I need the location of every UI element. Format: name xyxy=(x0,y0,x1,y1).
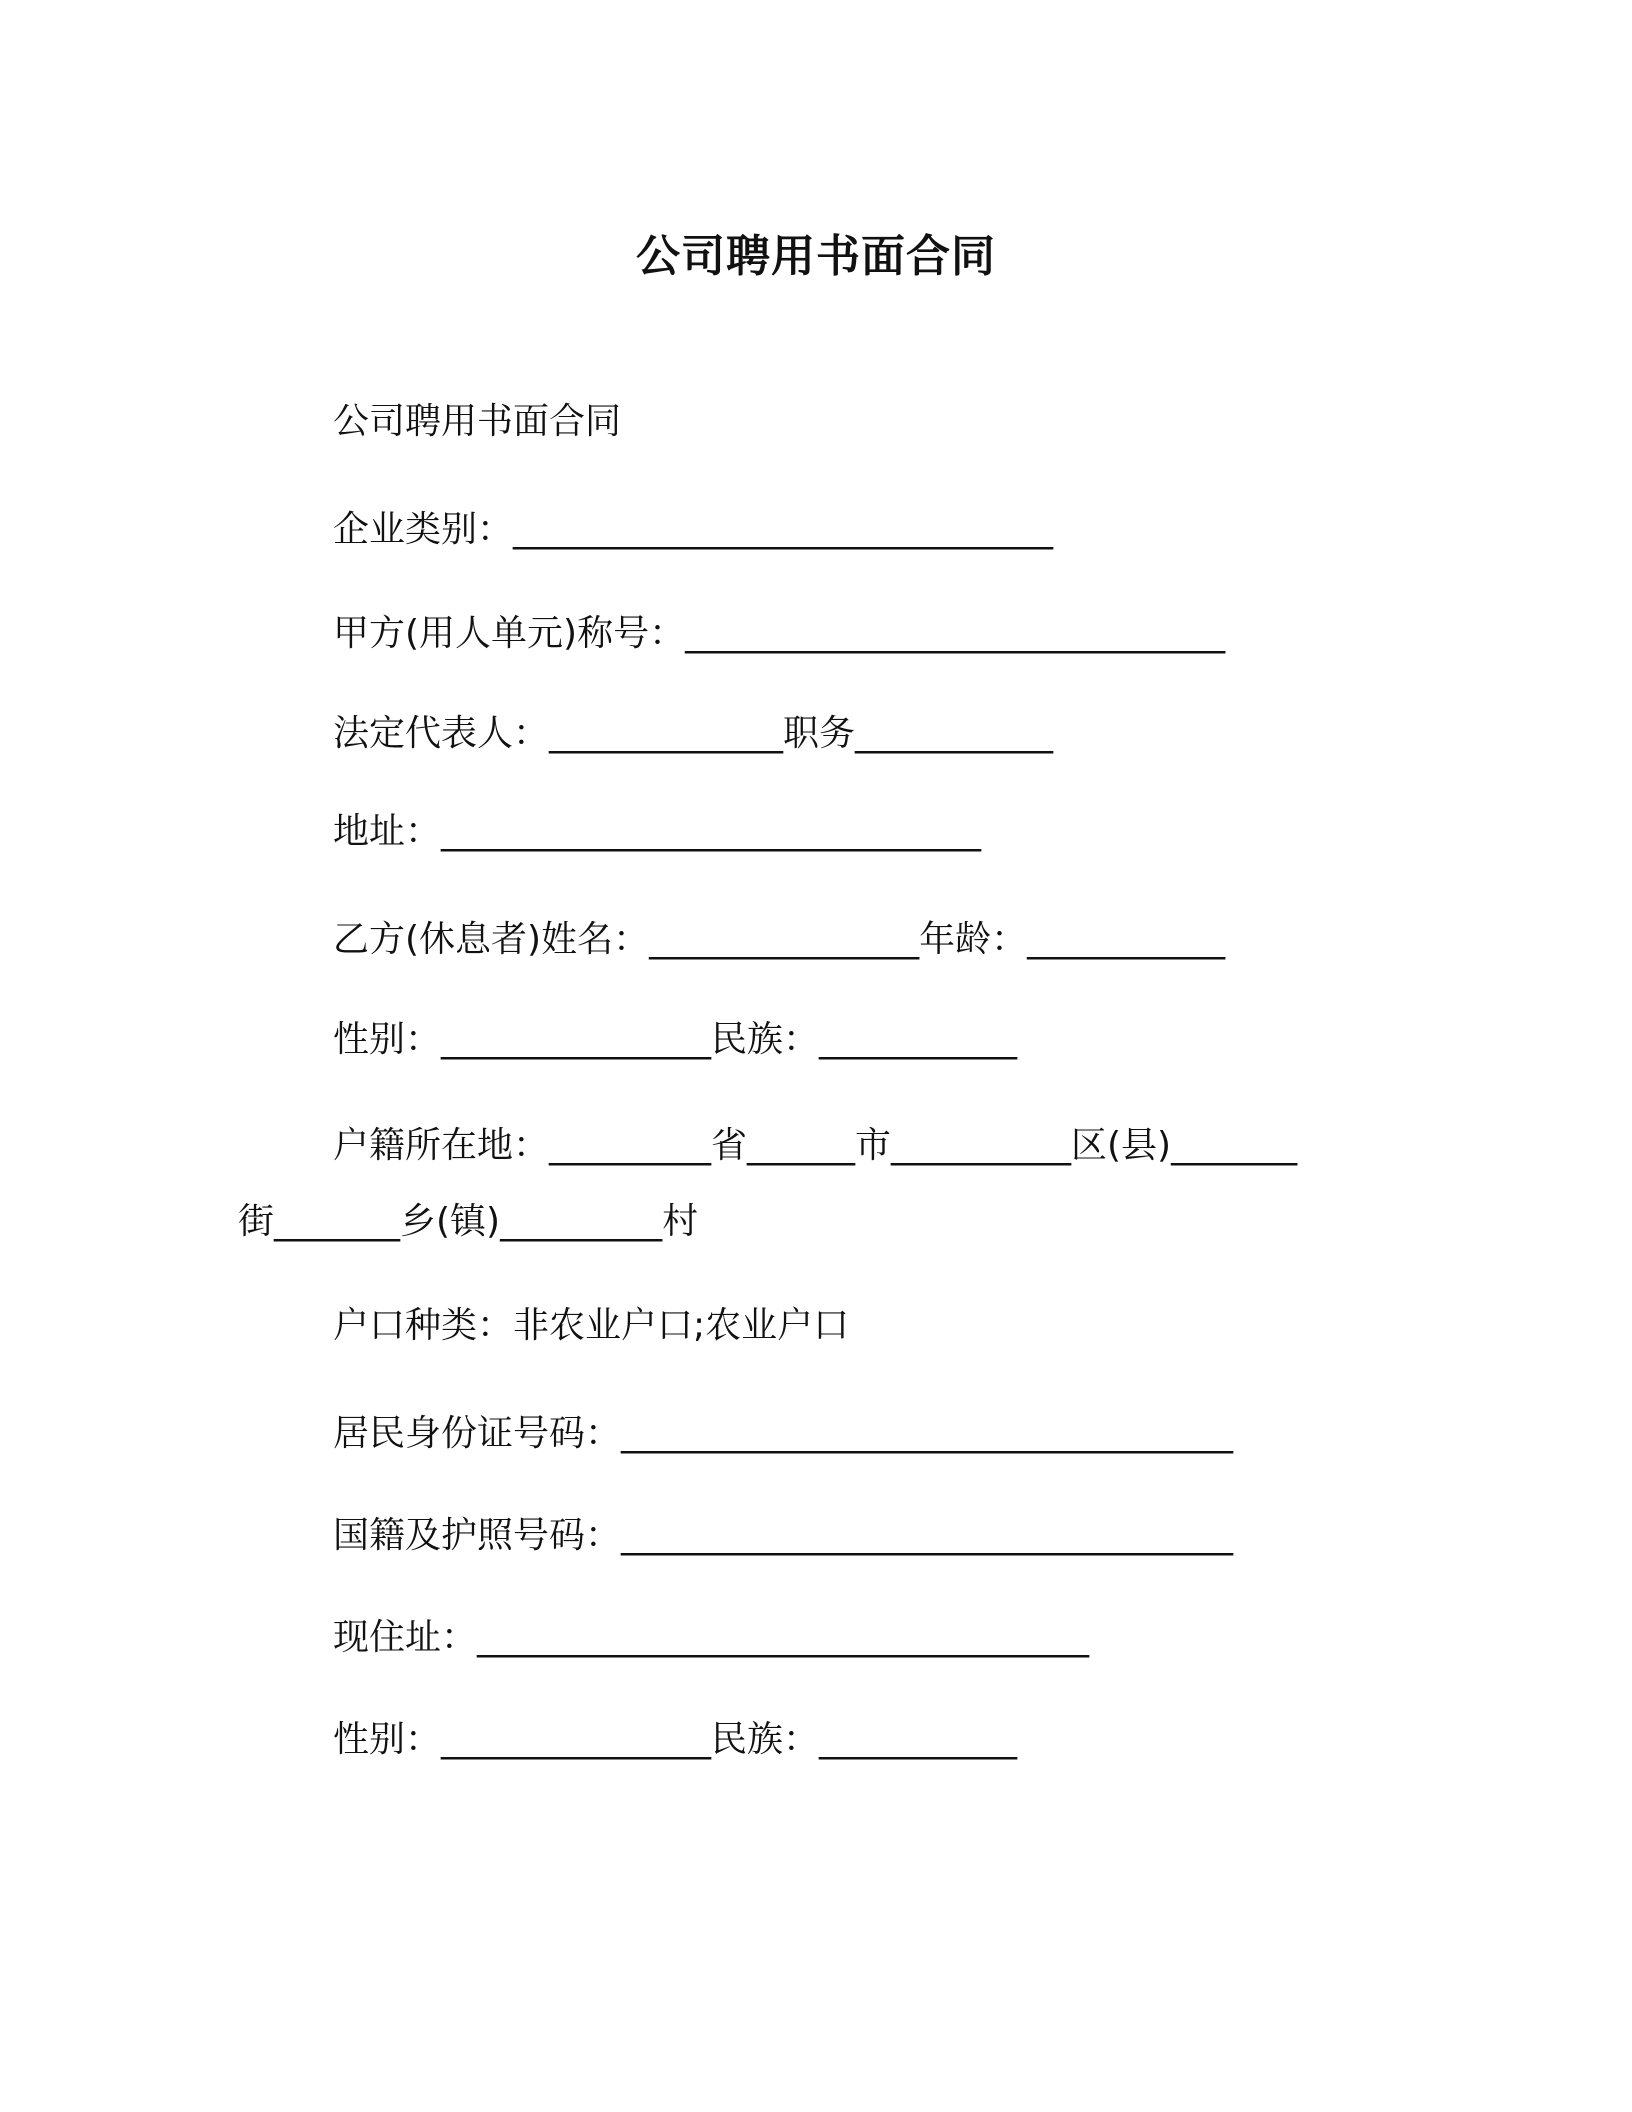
gender-ethnicity-line: 性别：_______________民族：___________ xyxy=(333,1019,1018,1060)
enterprise-type-line: 企业类别：______________________________ xyxy=(333,509,1054,550)
address-line: 地址：______________________________ xyxy=(333,811,982,852)
legal-representative-line: 法定代表人：_____________职务___________ xyxy=(333,713,1054,754)
document-title: 公司聘用书面合同 xyxy=(636,231,996,282)
household-registration-continued-line: 街_______乡(镇)_________村 xyxy=(238,1201,699,1242)
party-b-name-line: 乙方(休息者)姓名：_______________年龄：___________ xyxy=(333,919,1226,960)
current-address-line: 现住址：__________________________________ xyxy=(333,1617,1090,1658)
party-a-name-line: 甲方(用人单元)称号：______________________________ xyxy=(333,613,1226,654)
nationality-passport-line: 国籍及护照号码：__________________________________ xyxy=(333,1515,1234,1556)
gender-ethnicity-repeat-line: 性别：_______________民族：___________ xyxy=(333,1719,1018,1760)
subtitle-line: 公司聘用书面合同 xyxy=(333,401,622,442)
household-type-line: 户口种类：非农业户口;农业户口 xyxy=(333,1305,850,1346)
id-number-line: 居民身份证号码：__________________________________ xyxy=(333,1413,1234,1454)
household-registration-line: 户籍所在地：_________省______市__________区(县)_______ xyxy=(333,1125,1298,1166)
